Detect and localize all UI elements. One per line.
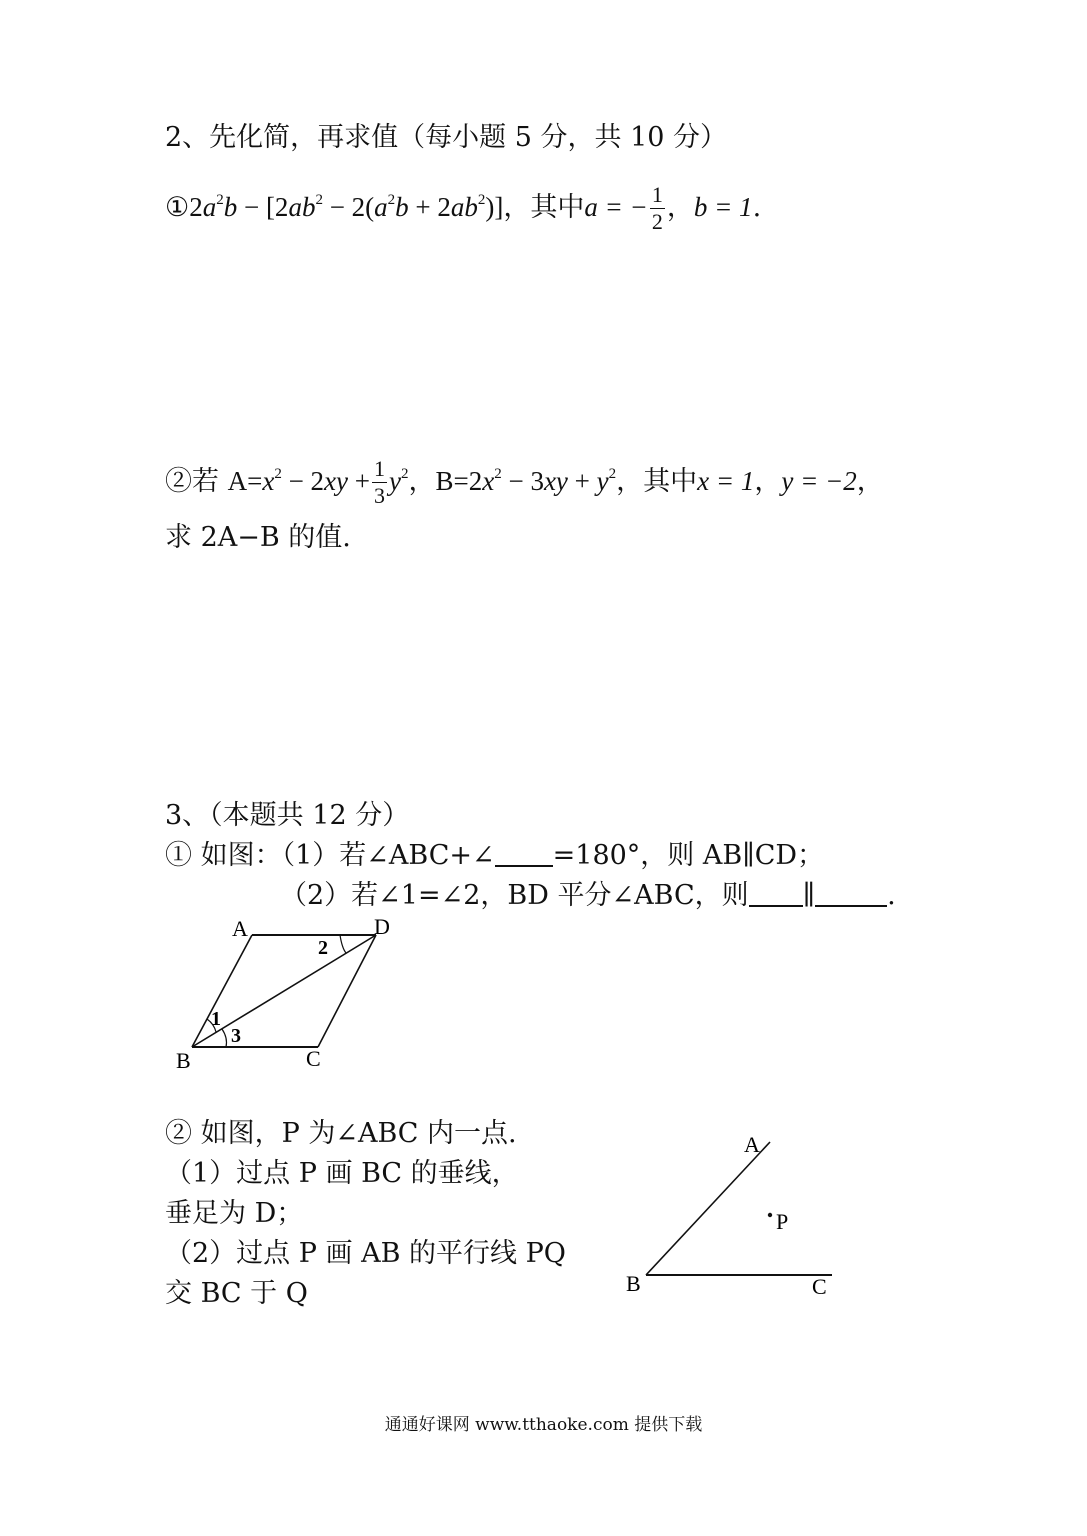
q3-part1-line2-b: ∥	[802, 880, 816, 911]
q2-part1-b-cond: b = 1	[693, 192, 753, 222]
angle-arc-2	[340, 935, 346, 953]
label-a: A	[232, 916, 248, 941]
answer-blank[interactable]	[815, 883, 887, 907]
label-d: D	[374, 914, 390, 939]
q2-part1-sep: ，	[666, 192, 694, 223]
q2-part1-mid: ，其中	[503, 192, 585, 223]
answer-blank[interactable]	[749, 883, 803, 907]
q2-part2	[165, 458, 884, 507]
label-angle-2: 2	[318, 937, 328, 959]
q3-part1-line1	[165, 842, 824, 869]
q3-part1-line1-a: ① 如图：（1）若∠ABC+∠	[165, 840, 495, 871]
q3-part1-line2	[280, 882, 896, 909]
segment-ab	[192, 935, 252, 1047]
q3-heading: 3、（本题共 12 分）	[165, 800, 410, 831]
q2-part1-expression: $2a^2b - [2ab^2 - 2(a^2b + 2ab^2)]$	[189, 192, 504, 222]
q2-part2-sep2: ，	[754, 466, 782, 497]
q3-part1-line2-c: .	[887, 880, 896, 911]
point-p	[768, 1213, 772, 1217]
q2-part2-fraction	[372, 458, 387, 507]
q2-heading: 2、先化简，再求值（每小题 5 分，共 10 分）	[165, 122, 728, 153]
q2-part2-a-tail: $y^2$	[389, 466, 409, 496]
segment-bd	[192, 935, 376, 1047]
q2-part1-a-fraction	[650, 184, 665, 233]
fraction-denominator: 3	[374, 483, 385, 508]
fraction-denominator: 2	[651, 209, 663, 234]
q2-part1-marker: ①	[165, 192, 190, 223]
q2-part2-sep1: ，	[408, 466, 436, 497]
answer-blank[interactable]	[495, 843, 553, 867]
label-angle-1: 1	[211, 1008, 221, 1030]
q2-part2-y-cond: y = −2	[781, 466, 857, 496]
fraction-numerator: 1	[374, 456, 385, 481]
footer-source: 通通好课网 www.tthaoke.com 提供下载	[384, 1415, 703, 1435]
q2-part2-mid: ，其中	[616, 466, 698, 497]
q3-part2-line4: （2）过点 P 画 AB 的平行线 PQ	[165, 1238, 566, 1269]
fraction-numerator: 1	[651, 182, 663, 207]
q2-part1-end: .	[752, 192, 762, 223]
q3-part2-line3: 垂足为 D；	[165, 1198, 304, 1229]
label-a: A	[744, 1132, 760, 1157]
figure-parallelogram	[170, 912, 430, 1072]
ray-ba	[646, 1142, 770, 1275]
q2-part2-b-def: $B=2x^2 - 3xy + y^2$	[435, 466, 617, 496]
q2-part2-a-def: $A=x^2 - 2xy$ +	[227, 466, 370, 496]
q3-part2-line2: （1）过点 P 画 BC 的垂线，	[165, 1158, 519, 1189]
figure-angle-abc	[620, 1126, 860, 1306]
angle-arc-3	[222, 1029, 227, 1047]
q2-part1-a-lhs: a = −	[584, 192, 648, 222]
q3-part2-line1: ② 如图，P 为∠ABC 内一点.	[165, 1118, 517, 1149]
q2-part2-x-cond: x = 1	[697, 466, 755, 496]
label-c: C	[306, 1046, 321, 1071]
q3-part1-line1-b: =180°，则 AB∥CD；	[552, 840, 824, 871]
q2-part2-line2: 求 2A−B 的值.	[165, 522, 351, 553]
label-b: B	[176, 1048, 191, 1072]
label-c: C	[812, 1274, 827, 1299]
q2-part2-end: ，	[856, 466, 884, 497]
q3-part2-line5: 交 BC 于 Q	[165, 1278, 308, 1309]
label-b: B	[626, 1271, 641, 1296]
q3-part1-line2-a: （2）若∠1=∠2，BD 平分∠ABC，则	[280, 880, 749, 911]
label-p: P	[776, 1209, 789, 1234]
q2-part2-marker: ②若	[165, 466, 219, 497]
q2-part1	[165, 184, 761, 233]
label-angle-3: 3	[231, 1025, 241, 1047]
